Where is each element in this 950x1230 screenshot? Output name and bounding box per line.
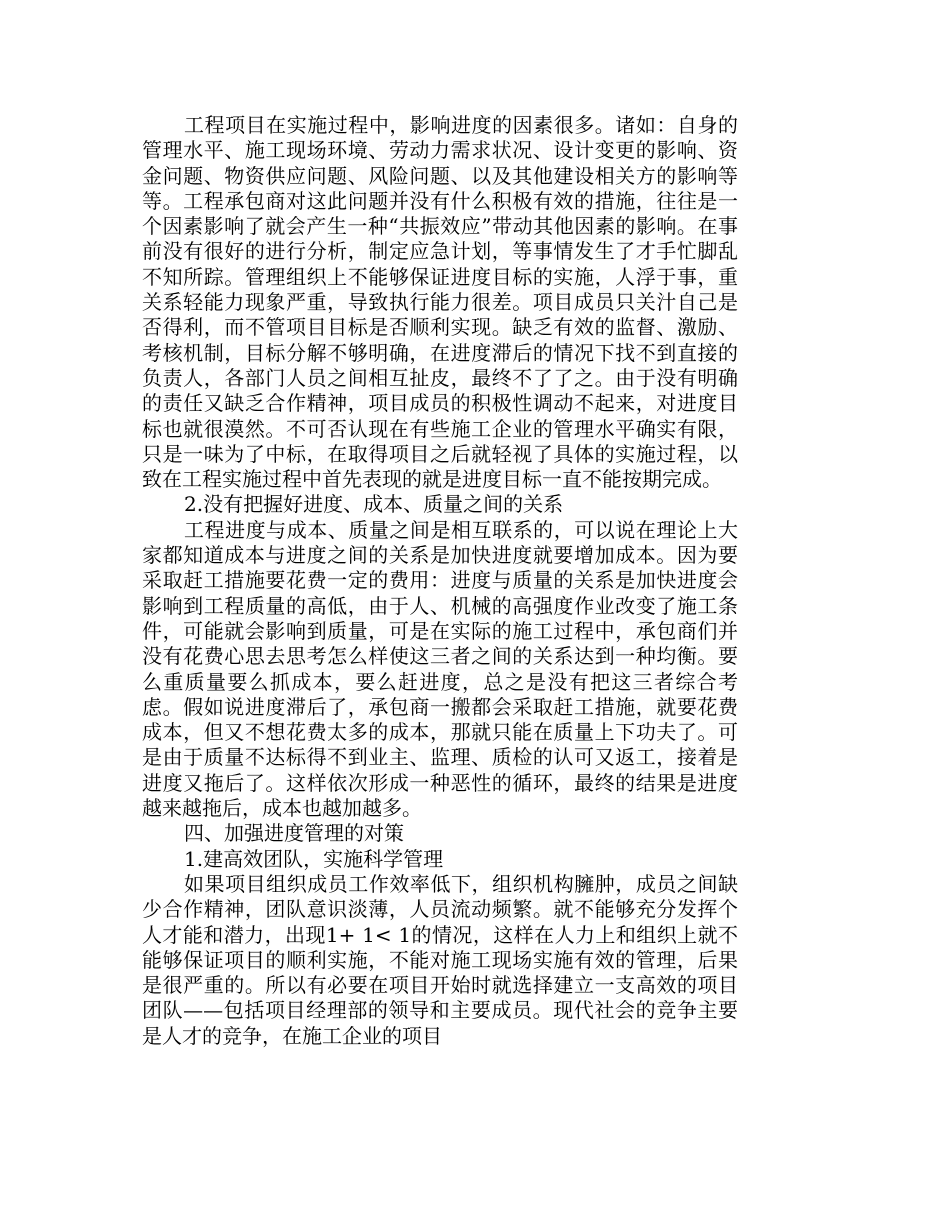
paragraph-progress-factors: 工程项目在实施过程中，影响进度的因素很多。诸如：自身的管理水平、施工现场环境、劳动力需求状况、设计变更的影响、资金问题、物资供应问题、风险问题、以及其他建设相关方的影响等等。工程承包商对这此问题并没有什么积极有效的措施，往往是一个因素影响了就会产生一种“共振效应”带动其他因素的影响。在事前没有很好的进行分析，制定应急计划，等事情发生了才手忙脚乱不知所踪。管理组织上不能够保证进度目标的实施，人浮于事，重关系轻能力现象严重，导致执行能力很差。项目成员只关汁自己是否得利，而不管项目目标是否顺利实现。缺乏有效的监督、激励、考核机制，目标分解不够明确，在进度滞后的情况下找不到直接的负责人，各部门人员之间相互扯皮，最终不了了之。由于没有明确的责任又缺乏合作精神，项目成员的积极性调动不起来，对进度目标也就很漠然。不可否认现在有些施工企业的管理水平确实有限，只是一味为了中标，在取得项目之后就轻视了具体的实施过程，以致在工程实施过程中首先表现的就是进度目标一直不能按期完成。 (142, 113, 738, 492)
heading-section-four-countermeasures: 四、加强进度管理的对策 (184, 821, 404, 846)
paragraph-progress-cost-quality: 工程进度与成本、质量之间是相互联系的，可以说在理论上大家都知道成本与进度之间的关系是加快进度就要增加成本。因为要采取赶工措施要花费一定的费用：进度与质量的关系是加快进度会影响到工程质量的高低，由于人、机械的高强度作业改变了施工条件，可能就会影响到质量，可是在实际的施工过程中，承包商们并没有花费心思去思考怎么样使这三者之间的关系达到一种均衡。要么重质量要么抓成本，要么赶进度，总之是没有把这三者综合考虑。假如说进度滞后了，承包商一搬都会采取赶工措施，就要花费成本，但又不想花费太多的成本，那就只能在质量上下功夫了。可是由于质量不达标得不到业主、监理、质检的认可又返工，接着是进度又拖后了。这样依次形成一种恶性的循环，最终的结果是进度越来越拖后，成本也越加越多。 (142, 517, 738, 821)
heading-efficient-team: 1.建高效团队，实施科学管理 (184, 846, 444, 871)
document-page (142, 113, 738, 1049)
paragraph-efficient-team: 如果项目组织成员工作效率低下，组织机构臃肿，成员之间缺少合作精神，团队意识淡薄，人员流动频繁。就不能够充分发挥个人才能和潜力，出现1+ 1< 1的情况，这样在人力上和组织上就不能够保证项目的顺利实施，不能对施工现场实施有效的管理，后果是很严重的。所以有必要在项目开始时就选择建立一支高效的项目团队——包括项目经理部的领导和主要成员。现代社会的竞争主要是人才的竞争，在施工企业的项目 (142, 871, 738, 1048)
heading-progress-cost-quality: 2.没有把握好进度、成本、质量之间的关系 (184, 492, 564, 517)
